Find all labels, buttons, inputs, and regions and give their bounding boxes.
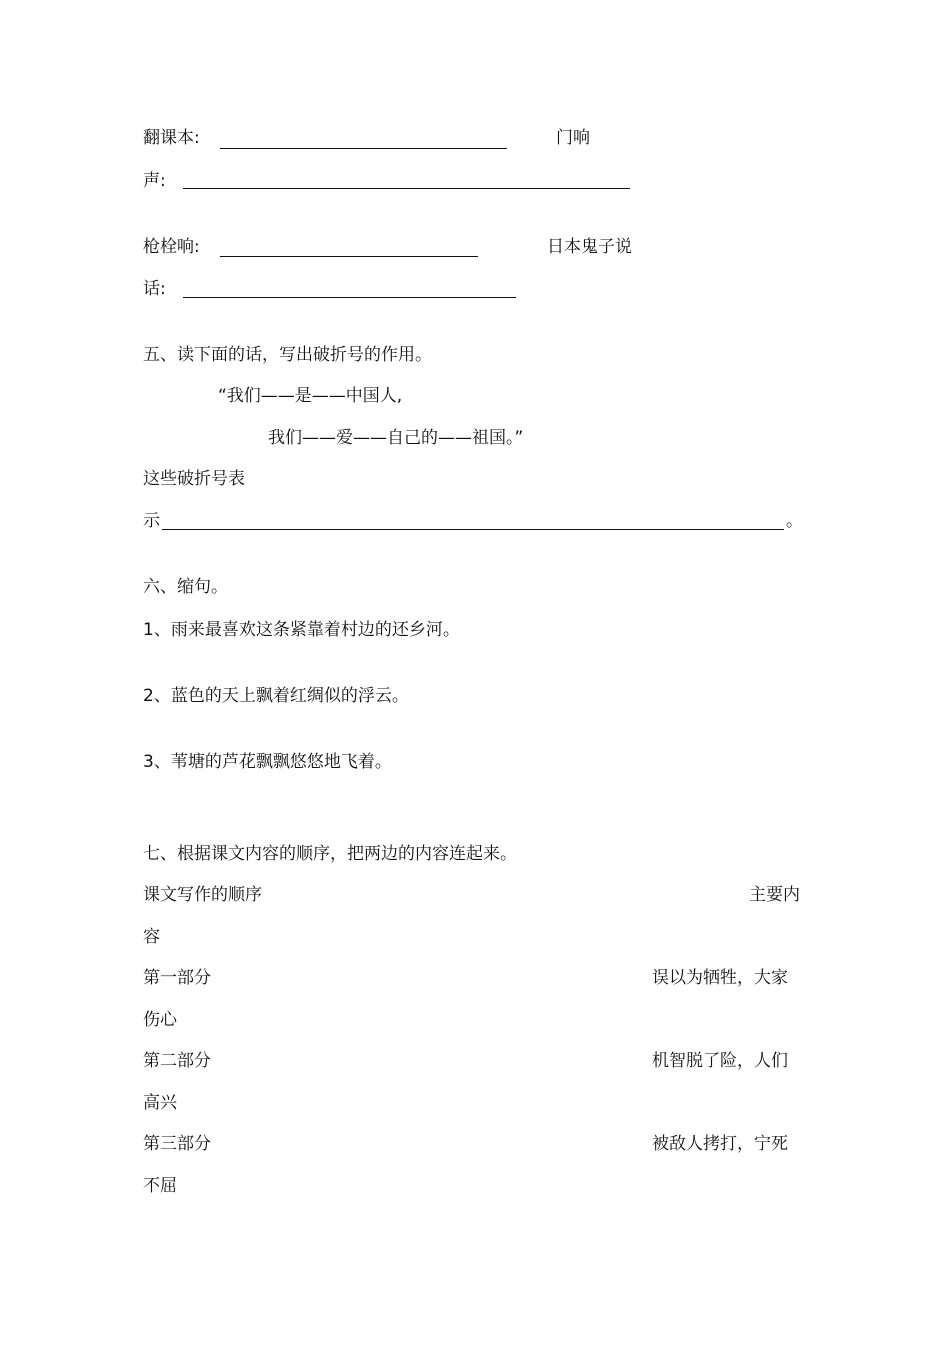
blank-label-fan-keben: 翻课本:	[143, 128, 200, 148]
answer-blank-fan-keben[interactable]	[220, 148, 507, 149]
section7-right-item-1-cont: 伤心	[143, 1010, 177, 1030]
section5-quote-line1: “我们——是——中国人,	[218, 386, 403, 406]
blank-label-riben: 日本鬼子说	[547, 237, 632, 257]
section6-heading: 六、缩句。	[143, 577, 228, 597]
section7-right-item-3[interactable]: 被敌人拷打，宁死	[652, 1134, 788, 1154]
blank-label-qiangshuan: 枪栓响:	[143, 237, 200, 257]
section7-right-item-2[interactable]: 机智脱了险，人们	[652, 1051, 788, 1071]
section7-left-header: 课文写作的顺序	[143, 885, 262, 905]
blank-label-menxiang-cont: 声:	[143, 171, 166, 191]
section6-item-1: 1、雨来最喜欢这条紧靠着村边的还乡河。	[143, 620, 460, 640]
section7-left-item-2[interactable]: 第二部分	[143, 1051, 211, 1071]
section7-right-item-3-cont: 不屈	[143, 1176, 177, 1196]
answer-blank-riben[interactable]	[183, 297, 516, 298]
section7-right-header-cont: 容	[143, 927, 160, 947]
section7-left-item-3[interactable]: 第三部分	[143, 1134, 211, 1154]
section7-right-item-2-cont: 高兴	[143, 1093, 177, 1113]
section6-item-2: 2、蓝色的天上飘着红绸似的浮云。	[143, 686, 409, 706]
section7-right-header: 主要内	[749, 885, 800, 905]
answer-blank-dash-function[interactable]	[162, 529, 784, 530]
section5-heading: 五、读下面的话，写出破折号的作用。	[143, 345, 432, 365]
section5-quote-line2: 我们——爱——自己的——祖国。”	[268, 428, 524, 448]
section7-heading: 七、根据课文内容的顺序，把两边的内容连起来。	[143, 844, 517, 864]
section5-answer-prompt-cont: 示	[143, 511, 160, 531]
section6-item-3: 3、苇塘的芦花飘飘悠悠地飞着。	[143, 752, 392, 772]
blank-label-menxiang: 门响	[556, 128, 590, 148]
answer-blank-menxiang[interactable]	[183, 188, 630, 189]
answer-blank-qiangshuan[interactable]	[220, 256, 478, 257]
blank-label-riben-cont: 话:	[143, 279, 166, 299]
section7-left-item-1[interactable]: 第一部分	[143, 968, 211, 988]
section7-right-item-1[interactable]: 误以为牺牲，大家	[652, 968, 788, 988]
section5-answer-prompt: 这些破折号表	[143, 469, 245, 489]
section5-answer-end: 。	[786, 511, 803, 531]
